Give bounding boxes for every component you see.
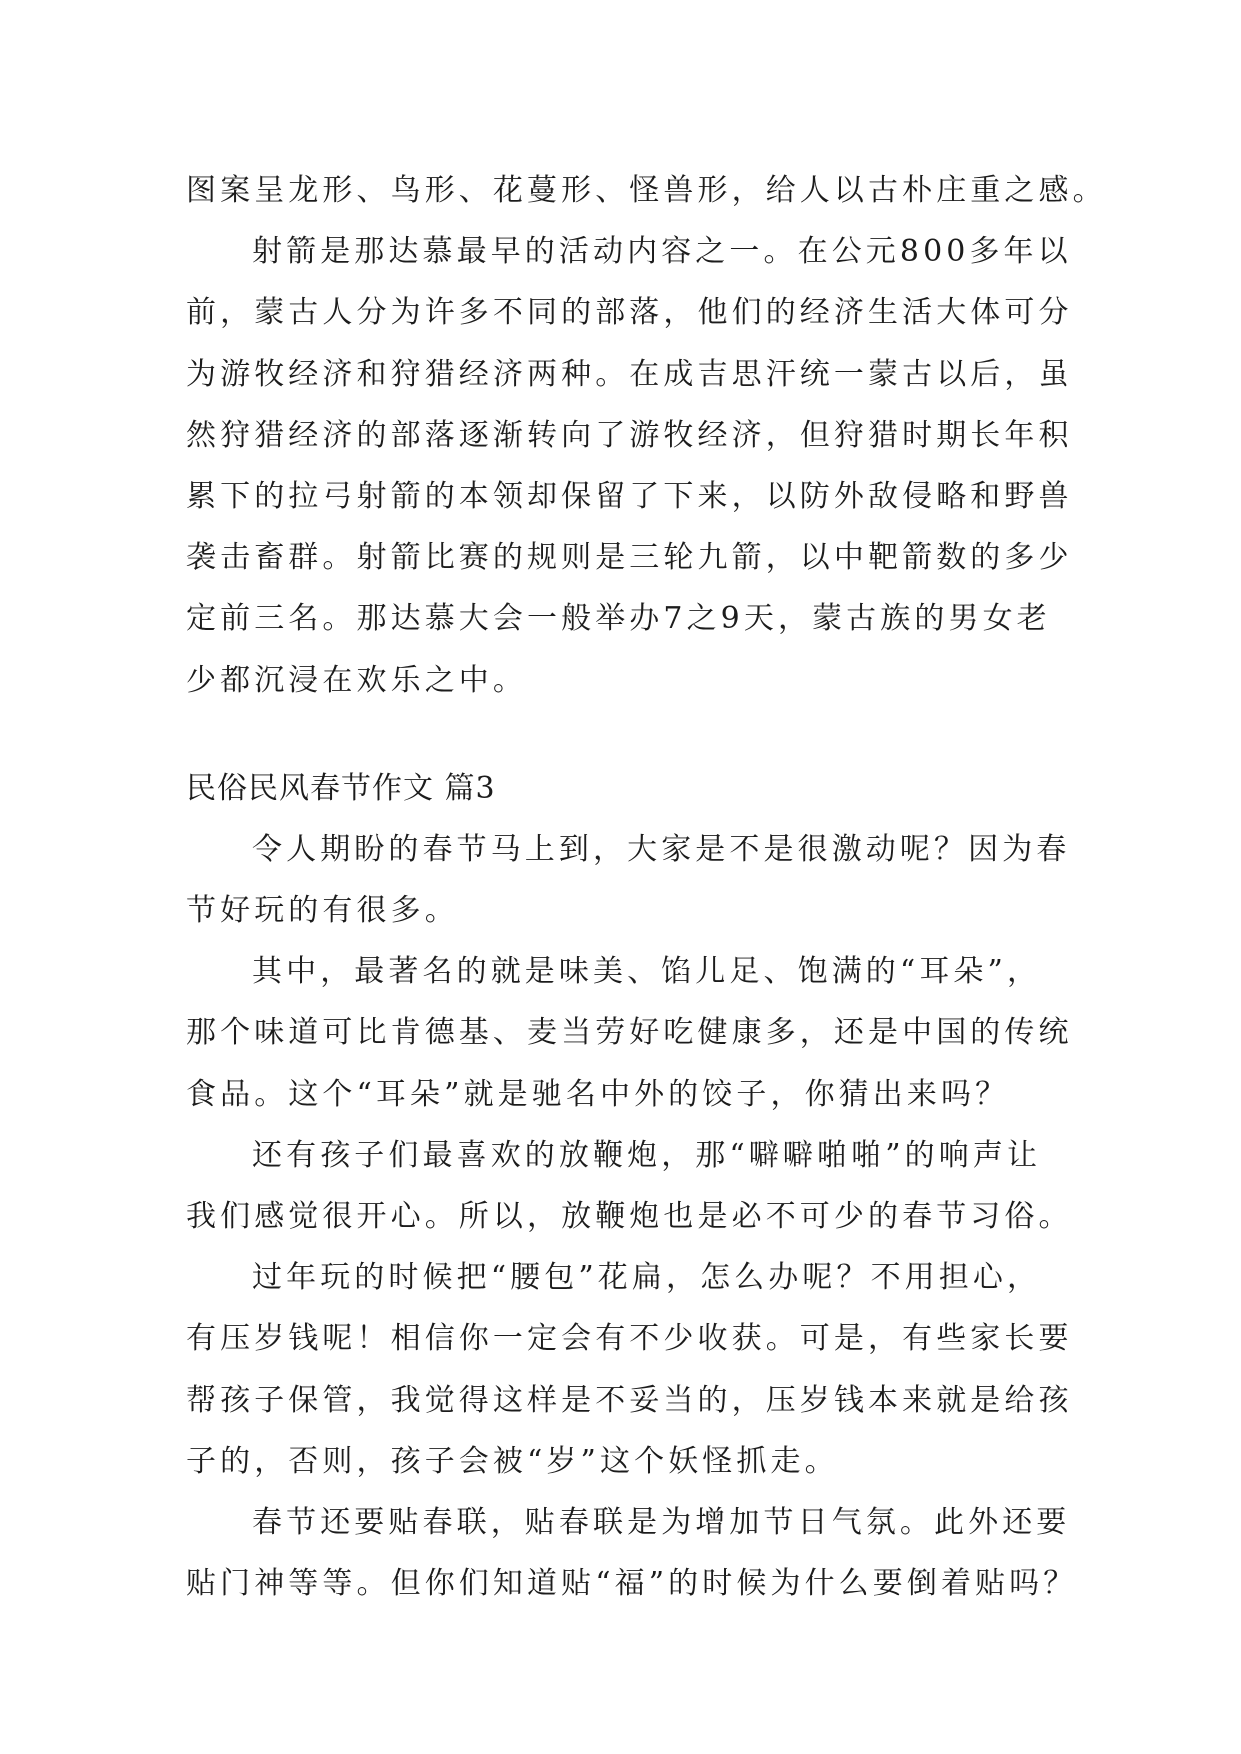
section-heading: 民俗民风春节作文 篇3 [186,770,496,806]
text-line: 定前三名。那达慕大会一般举办7之9天，蒙古族的男女老 [186,601,1051,637]
text-line: 为游牧经济和狩猎经济两种。在成吉思汗统一蒙古以后，虽 [186,356,1073,392]
text-line: 图案呈龙形、鸟形、花蔓形、怪兽形，给人以古朴庄重之感。 [186,173,1107,208]
paragraph-start-line: 春节还要贴春联，贴春联是为增加节日气氛。此外还要 [252,1504,1071,1540]
text-line: 我们感觉很开心。所以，放鞭炮也是必不可少的春节习俗。 [186,1199,1073,1234]
text-line: 然狩猎经济的部落逐渐转向了游牧经济，但狩猎时期长年积 [186,417,1073,453]
section-gap [186,711,1066,758]
text-line: 贴门神等等。但你们知道贴“福”的时候为什么要倒着贴吗？ [186,1566,1078,1602]
paragraph-start-line: 还有孩子们最喜欢的放鞭炮，那“噼噼啪啪”的响声让 [252,1137,1042,1173]
text-line: 有压岁钱呢！相信你一定会有不少收获。可是，有些家长要 [186,1321,1073,1357]
text-line: 子的，否则，孩子会被“岁”这个妖怪抓走。 [186,1443,839,1479]
paragraph-start-line: 过年玩的时候把“腰包”花扁，怎么办呢？不用担心， [252,1260,1042,1296]
paragraph-start-line: 令人期盼的春节马上到，大家是不是很激动呢？因为春 [252,831,1071,867]
text-line: 那个味道可比肯德基、麦当劳好吃健康多，还是中国的传统 [186,1015,1073,1051]
text-line: 帮孩子保管，我觉得这样是不妥当的，压岁钱本来就是给孩 [186,1382,1073,1418]
text-line: 节好玩的有很多。 [186,893,459,929]
text-line: 少都沉浸在欢乐之中。 [186,662,527,698]
text-line: 食品。这个“耳朵”就是驰名中外的饺子，你猜出来吗？ [186,1076,1010,1112]
text-line: 袭击畜群。射箭比赛的规则是三轮九箭，以中靶箭数的多少 [186,540,1073,576]
text-line: 累下的拉弓射箭的本领却保留了下来，以防外敌侵略和野兽 [186,478,1073,514]
document-body [186,160,1107,1614]
paragraph-start-line: 其中，最著名的就是味美、馅儿足、饱满的“耳朵”， [252,954,1042,990]
text-line: 前，蒙古人分为许多不同的部落，他们的经济生活大体可分 [186,295,1073,331]
paragraph-start-line: 射箭是那达慕最早的活动内容之一。在公元800多年以 [252,234,1072,270]
